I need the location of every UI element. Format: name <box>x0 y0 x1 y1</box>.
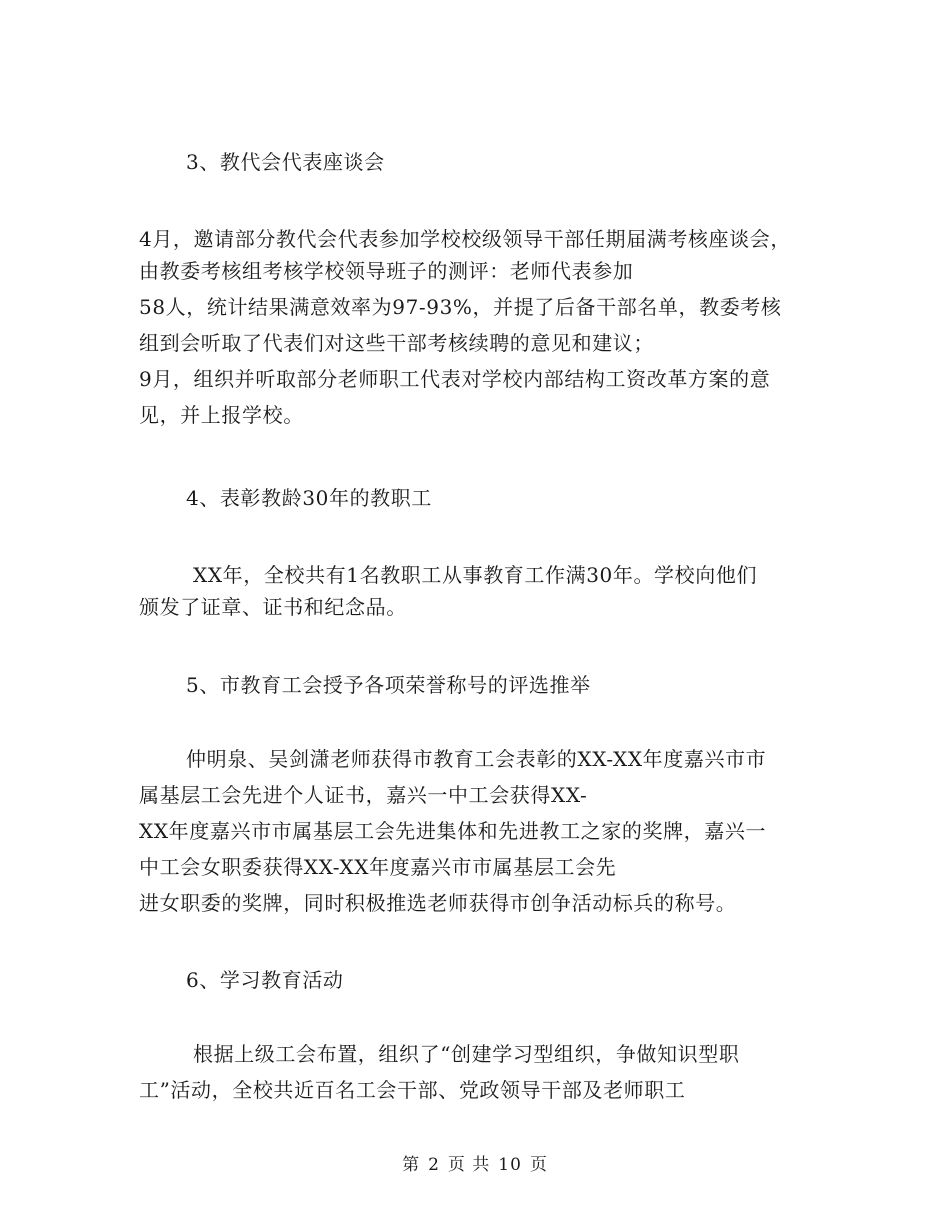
paragraph-line: 根据上级工会布置，组织了“创建学习型组织，争做知识型职 <box>193 1042 740 1066</box>
paragraph-line: 仲明泉、吴剑潇老师获得市教育工会表彰的XX-XX年度嘉兴市市 <box>186 747 767 771</box>
paragraph-line: 9月，组织并听取部分老师职工代表对学校内部结构工资改革方案的意 <box>139 367 771 391</box>
current-page-number: 2 <box>428 1155 440 1175</box>
footer-prefix: 第 <box>402 1155 421 1175</box>
page-footer <box>0 1153 950 1177</box>
paragraph-line: 属基层工会先进个人证书，嘉兴一中工会获得XX- <box>139 783 588 807</box>
paragraph-line: 4月，邀请部分教代会代表参加学校校级领导干部任期届满考核座谈会， <box>139 227 791 251</box>
section-heading: 6、学习教育活动 <box>186 968 344 992</box>
paragraph-line: 由教委考核组考核学校领导班子的测评：老师代表参加 <box>139 259 634 283</box>
paragraph-line: 工”活动，全校共近百名工会干部、党政领导干部及老师职工 <box>139 1078 686 1102</box>
paragraph-line: XX年度嘉兴市市属基层工会先进集体和先进教工之家的奖牌，嘉兴一 <box>139 819 767 843</box>
paragraph-line: XX年，全校共有1名教职工从事教育工作满30年。学校向他们 <box>193 563 758 587</box>
total-page-number: 10 <box>498 1155 522 1175</box>
footer-middle: 页 共 <box>447 1155 491 1175</box>
section-heading: 3、教代会代表座谈会 <box>186 150 385 174</box>
paragraph-line: 中工会女职委获得XX-XX年度嘉兴市市属基层工会先 <box>139 855 617 879</box>
paragraph-line: 颁发了证章、证书和纪念品。 <box>139 595 407 619</box>
section-heading: 5、市教育工会授予各项荣誉称号的评选推举 <box>186 673 591 697</box>
paragraph-line: 进女职委的奖牌，同时积极推选老师获得市创争活动标兵的称号。 <box>139 891 737 915</box>
paragraph-line: 58人，统计结果满意效率为97-93%，并提了后备干部名单，教委考核 <box>139 295 782 319</box>
paragraph-line: 见，并上报学校。 <box>139 403 304 427</box>
paragraph-line: 组到会听取了代表们对这些干部考核续聘的意见和建议； <box>139 331 654 355</box>
section-heading: 4、表彰教龄30年的教职工 <box>186 486 432 510</box>
footer-suffix: 页 <box>529 1155 548 1175</box>
